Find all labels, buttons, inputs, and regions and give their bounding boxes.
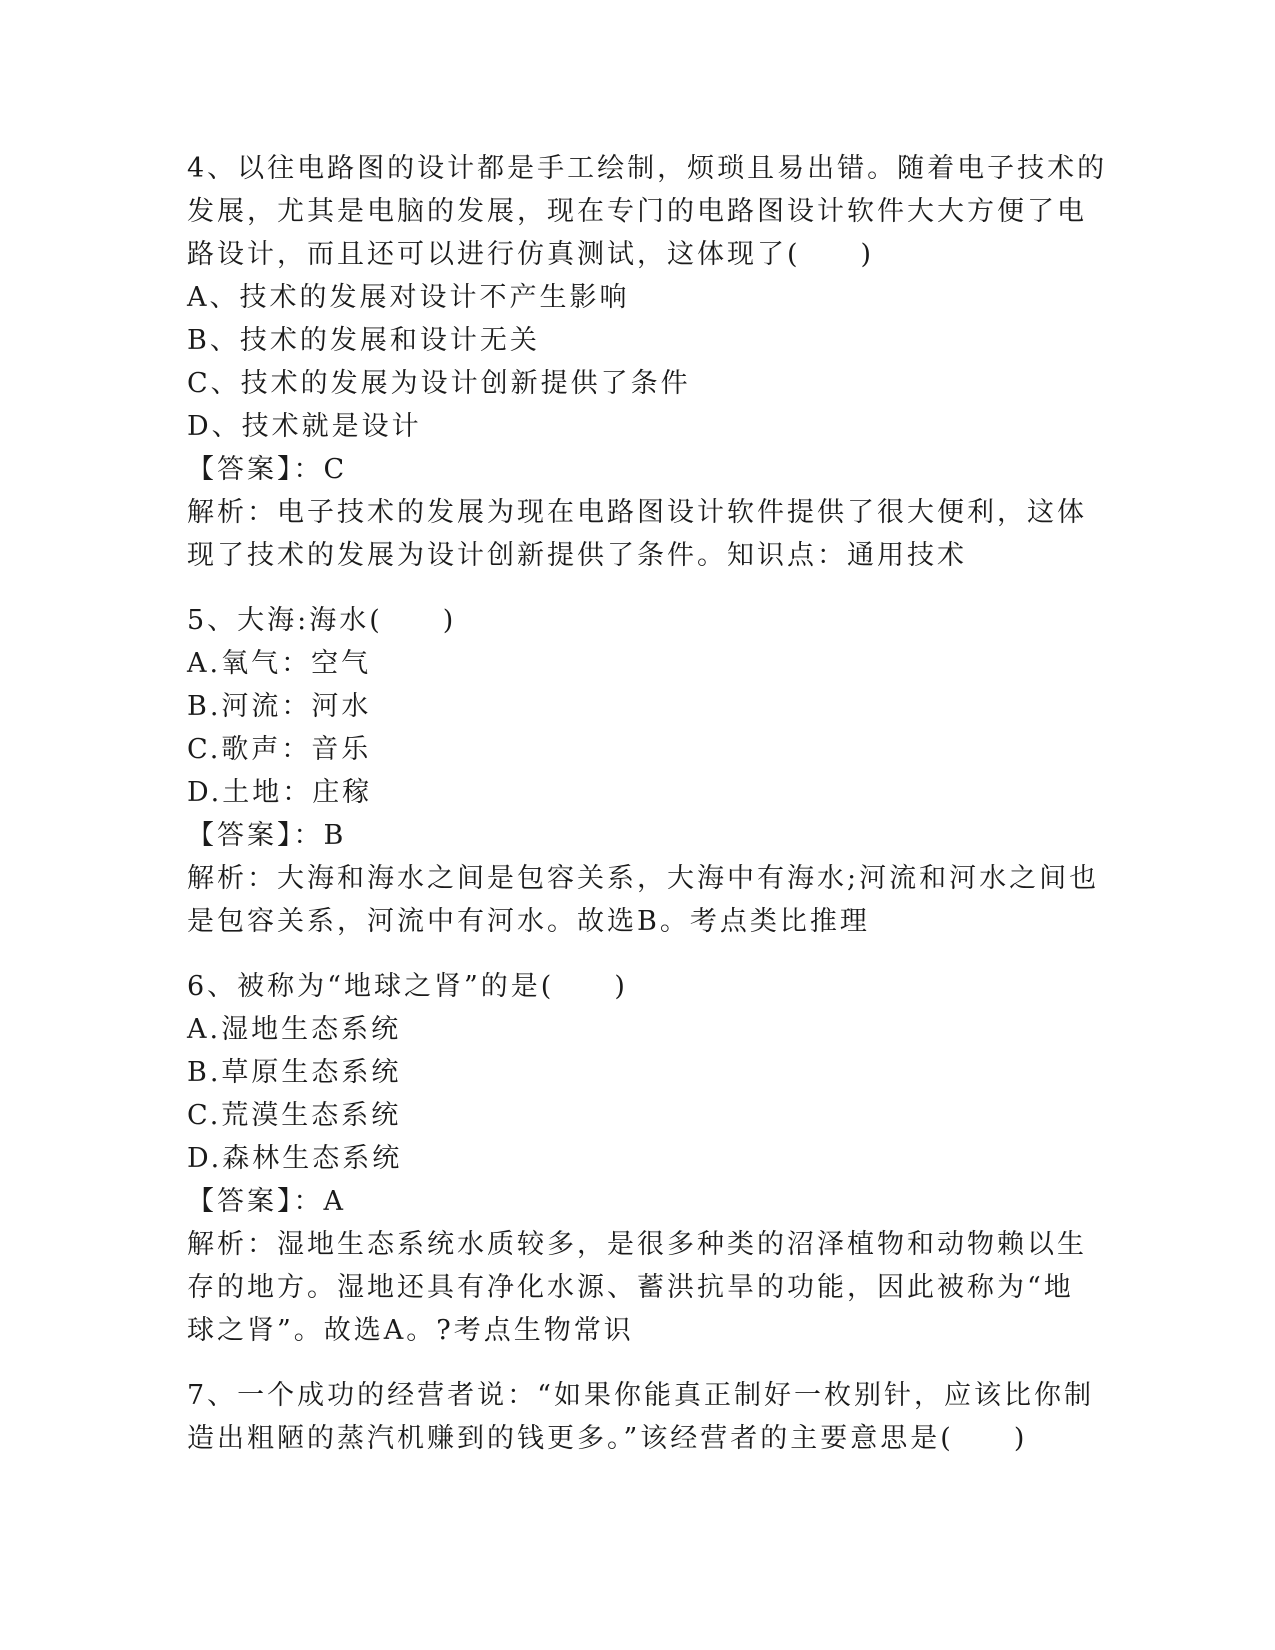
option-d: D、技术就是设计 — [187, 411, 422, 442]
option-d: D.土地：庄稼 — [187, 777, 373, 808]
option-a: A.湿地生态系统 — [187, 1014, 402, 1045]
answer: 【答案】：B — [187, 820, 347, 851]
analysis-line: 是包容关系，河流中有河水。故选B。考点类比推理 — [187, 906, 870, 937]
option-c: C.歌声：音乐 — [187, 734, 372, 765]
question-5 — [187, 599, 1100, 943]
option-b: B.河流：河水 — [187, 691, 372, 722]
question-stem-line: 造出粗陋的蒸汽机赚到的钱更多。”该经营者的主要意思是( ) — [187, 1423, 1028, 1454]
analysis-line: 解析：湿地生态系统水质较多，是很多种类的沼泽植物和动物赖以生 — [187, 1229, 1087, 1260]
option-c: C、技术的发展为设计创新提供了条件 — [187, 368, 691, 399]
answer: 【答案】：A — [187, 1186, 346, 1217]
option-b: B.草原生态系统 — [187, 1057, 402, 1088]
question-stem-line: 5、大海:海水( ) — [187, 605, 457, 636]
analysis-line: 解析：电子技术的发展为现在电路图设计软件提供了很大便利，这体 — [187, 497, 1087, 528]
document-page — [187, 147, 1108, 1460]
question-gap — [187, 577, 1082, 599]
question-stem-line: 6、被称为“地球之肾”的是( ) — [187, 971, 628, 1002]
analysis-line: 解析：大海和海水之间是包容关系，大海中有海水;河流和河水之间也 — [187, 863, 1100, 894]
option-b: B、技术的发展和设计无关 — [187, 325, 540, 356]
analysis-line: 球之肾”。故选A。?考点生物常识 — [187, 1315, 634, 1346]
question-gap — [187, 943, 1082, 965]
question-stem-line: 7、一个成功的经营者说：“如果你能真正制好一枚别针，应该比你制 — [187, 1380, 1094, 1411]
question-stem-line: 路设计，而且还可以进行仿真测试，这体现了( ) — [187, 239, 875, 270]
analysis-line: 存的地方。湿地还具有净化水源、蓄洪抗旱的功能，因此被称为“地 — [187, 1272, 1074, 1303]
analysis-line: 现了技术的发展为设计创新提供了条件。知识点：通用技术 — [187, 540, 967, 571]
option-a: A、技术的发展对设计不产生影响 — [187, 282, 630, 313]
option-d: D.森林生态系统 — [187, 1143, 403, 1174]
question-7 — [187, 1374, 1094, 1460]
option-a: A.氧气：空气 — [187, 648, 372, 679]
option-c: C.荒漠生态系统 — [187, 1100, 402, 1131]
question-stem-line: 发展，尤其是电脑的发展，现在专门的电路图设计软件大大方便了电 — [187, 196, 1087, 227]
question-stem-line: 4、以往电路图的设计都是手工绘制，烦琐且易出错。随着电子技术的 — [187, 153, 1108, 184]
question-4 — [187, 147, 1108, 577]
question-6 — [187, 965, 1087, 1352]
question-gap — [187, 1352, 1082, 1374]
answer: 【答案】：C — [187, 454, 348, 485]
